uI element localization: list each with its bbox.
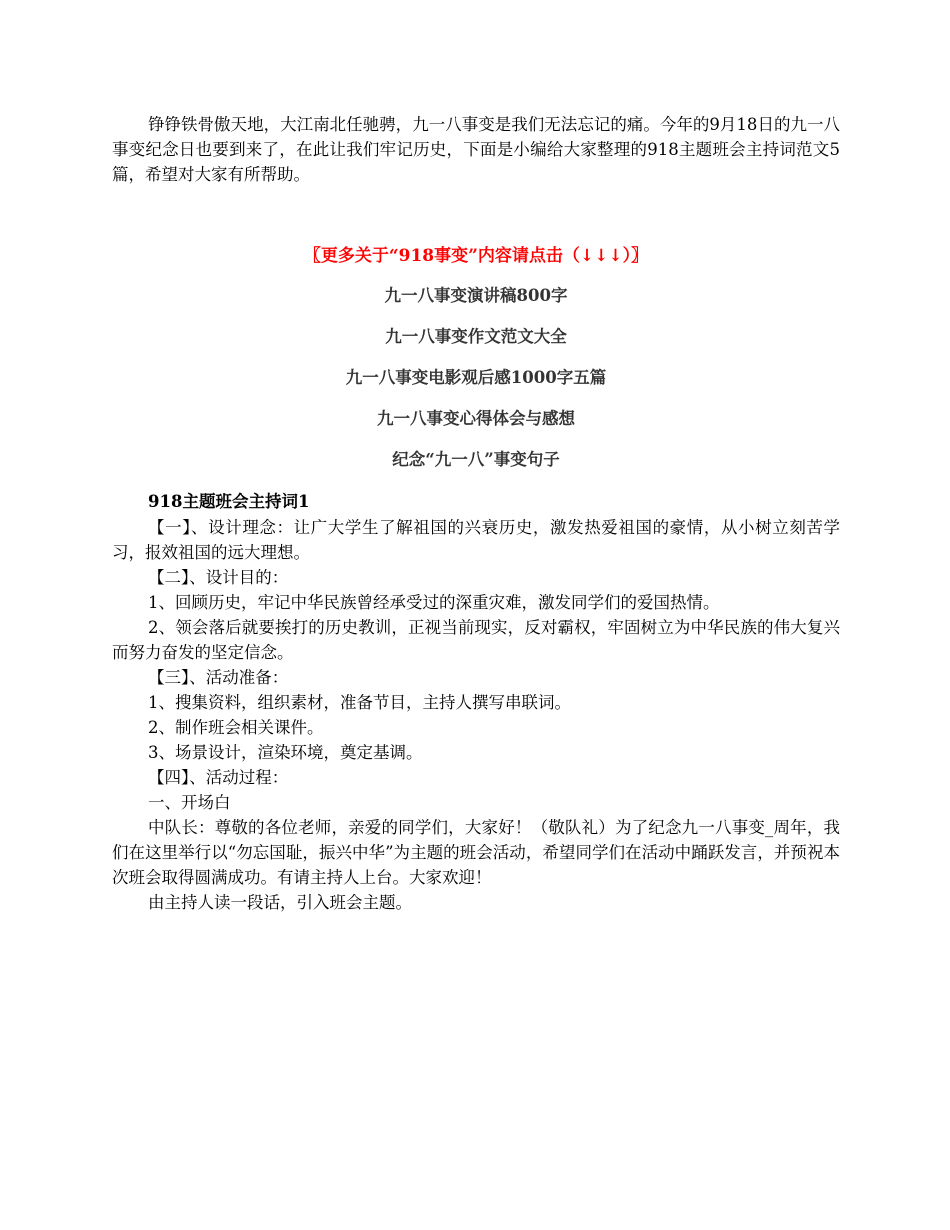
paragraph-goal-2: 2、领会落后就要挨打的历史教训，正视当前现实，反对霸权，牢固树立为中华民族的伟大复兴而努力奋发的坚定信念。 [112, 618, 840, 662]
paragraph-prep-3: 3、场景设计，渲染环境，奠定基调。 [148, 743, 423, 762]
promo-title: 〖更多关于“918事变”内容请点击（↓↓↓）〗 [303, 246, 649, 266]
paragraph-process-heading: 【四】、活动过程： [148, 768, 289, 787]
paragraph-design-goal-heading: 【二】、设计目的： [148, 568, 289, 587]
link-essay[interactable]: 九一八事变作文范文大全 [385, 327, 567, 346]
paragraph-prep-heading: 【三】、活动准备： [148, 668, 289, 687]
paragraph-prep-2: 2、制作班会相关课件。 [148, 718, 324, 737]
link-reflections[interactable]: 九一八事变心得体会与感想 [377, 409, 575, 428]
link-sentences[interactable]: 纪念“九一八”事变句子 [392, 450, 560, 469]
paragraph-goal-1: 1、回顾历史，牢记中华民族曾经承受过的深重灾难，激发同学们的爱国热情。 [148, 593, 720, 612]
intro-paragraph: 铮铮铁骨傲天地，大江南北任驰骋，九一八事变是我们无法忘记的痛。今年的9月18日的九一八事变纪念日也要到来了，在此让我们牢记历史，下面是小编给大家整理的918主题班会主持词范文5篇，希望对大家有所帮助。 [112, 115, 840, 184]
paragraph-design-concept: 【一】、设计理念：让广大学生了解祖国的兴衰历史，激发热爱祖国的豪情，从小树立刻苦学习，报效祖国的远大理想。 [112, 518, 840, 562]
paragraph-opening-heading: 一、开场白 [148, 793, 231, 812]
link-movie-review[interactable]: 九一八事变电影观后感1000字五篇 [345, 368, 607, 387]
section-title: 918主题班会主持词1 [148, 492, 310, 511]
paragraph-host-intro: 由主持人读一段话，引入班会主题。 [148, 893, 412, 912]
link-speech[interactable]: 九一八事变演讲稿800字 [384, 286, 568, 305]
paragraph-prep-1: 1、搜集资料，组织素材，准备节目，主持人撰写串联词。 [148, 693, 571, 712]
document-body [112, 112, 840, 915]
paragraph-opening-speech: 中队长：尊敬的各位老师，亲爱的同学们，大家好！（敬队礼）为了纪念九一八事变_周年，我们在这里举行以“勿忘国耻，振兴中华”为主题的班会活动，希望同学们在活动中踊跃发言，并预祝本次班会取得圆满成功。有请主持人上台。大家欢迎！ [112, 818, 840, 887]
